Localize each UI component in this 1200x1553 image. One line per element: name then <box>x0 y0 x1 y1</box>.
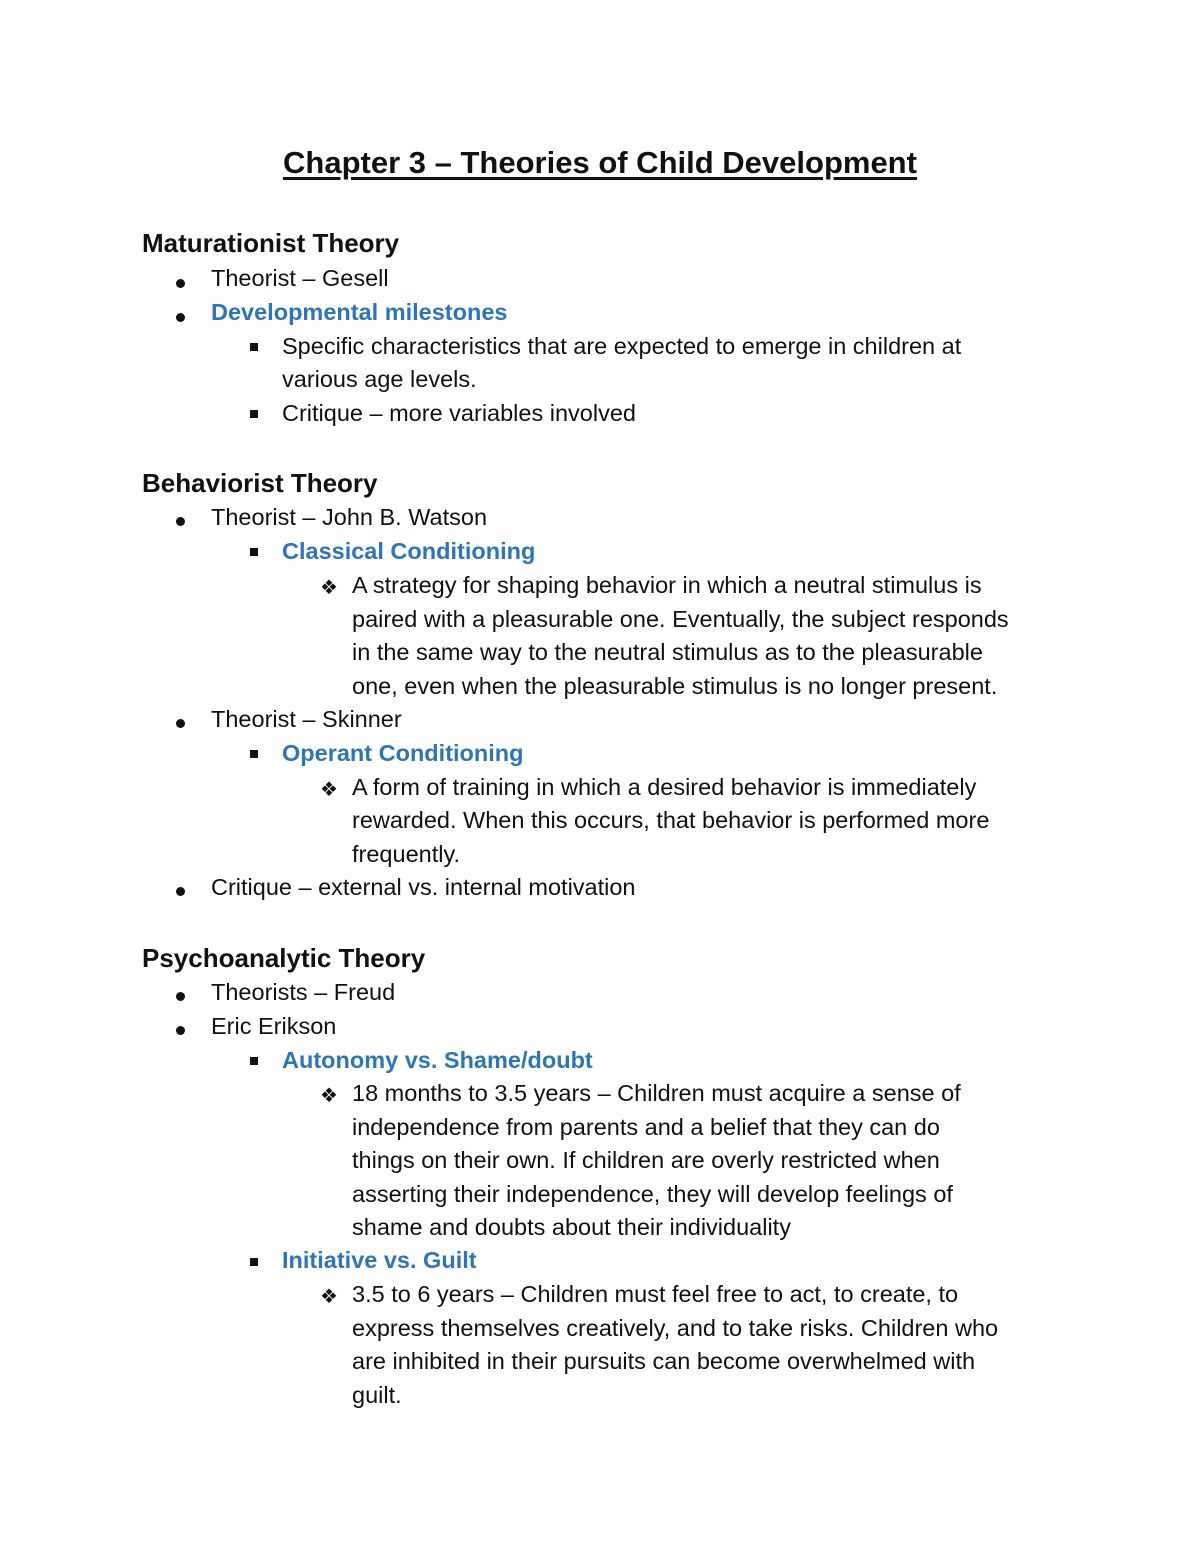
square-bullet-icon <box>250 1057 258 1065</box>
diamond-bullet-icon: ❖ <box>320 1085 338 1107</box>
definition-line: frequently. <box>352 841 460 867</box>
definition-line: 18 months to 3.5 years – Children must acquire a sense of <box>352 1080 961 1106</box>
definition-line: paired with a pleasurable one. Eventually, the subject responds <box>352 606 1009 632</box>
section-heading-psychoanalytic: Psychoanalytic Theory <box>142 943 426 973</box>
square-bullet-icon <box>250 343 258 351</box>
term-developmental-milestones: Developmental milestones <box>211 299 508 325</box>
diamond-bullet-icon: ❖ <box>320 577 338 599</box>
circle-bullet-icon <box>176 992 185 1001</box>
square-bullet-icon <box>250 1258 258 1266</box>
circle-bullet-icon <box>176 1026 185 1035</box>
term-classical-conditioning: Classical Conditioning <box>282 538 536 564</box>
definition-line: rewarded. When this occurs, that behavior is performed more <box>352 807 990 833</box>
definition-line: guilt. <box>352 1382 402 1408</box>
term-operant-conditioning: Operant Conditioning <box>282 740 524 766</box>
definition-line: are inhibited in their pursuits can become overwhelmed with <box>352 1348 976 1374</box>
section-heading-maturationist: Maturationist Theory <box>142 228 400 258</box>
square-bullet-icon <box>250 410 258 418</box>
list-item: Critique – more variables involved <box>282 400 636 426</box>
section-heading-behaviorist: Behaviorist Theory <box>142 468 378 498</box>
list-item: Theorists – Freud <box>211 979 396 1005</box>
list-item: Theorist – Skinner <box>211 706 402 732</box>
circle-bullet-icon <box>176 887 185 896</box>
definition-line: one, even when the pleasurable stimulus is no longer present. <box>352 673 998 699</box>
list-item: Theorist – Gesell <box>211 265 389 291</box>
definition-line: A form of training in which a desired behavior is immediately <box>352 774 977 800</box>
definition-line: various age levels. <box>282 366 477 392</box>
definition-line: in the same way to the neutral stimulus as to the pleasurable <box>352 639 983 665</box>
circle-bullet-icon <box>176 313 185 322</box>
term-autonomy-vs-shame: Autonomy vs. Shame/doubt <box>282 1047 593 1073</box>
term-initiative-vs-guilt: Initiative vs. Guilt <box>282 1247 477 1273</box>
diamond-bullet-icon: ❖ <box>320 779 338 801</box>
definition-line: shame and doubts about their individuality <box>352 1214 791 1240</box>
list-item: Critique – external vs. internal motivation <box>211 874 636 900</box>
page-title: Chapter 3 – Theories of Child Development <box>283 145 917 180</box>
definition-line: independence from parents and a belief that they can do <box>352 1114 940 1140</box>
list-item: Eric Erikson <box>211 1013 337 1039</box>
circle-bullet-icon <box>176 517 185 526</box>
diamond-bullet-icon: ❖ <box>320 1286 338 1308</box>
definition-line: A strategy for shaping behavior in which a neutral stimulus is <box>352 572 982 598</box>
definition-line: things on their own. If children are overly restricted when <box>352 1147 940 1173</box>
circle-bullet-icon <box>176 279 185 288</box>
list-item: Theorist – John B. Watson <box>211 504 488 530</box>
definition-line: 3.5 to 6 years – Children must feel free to act, to create, to <box>352 1281 959 1307</box>
circle-bullet-icon <box>176 719 185 728</box>
definition-line: Specific characteristics that are expected to emerge in children at <box>282 333 962 359</box>
definition-line: asserting their independence, they will develop feelings of <box>352 1181 953 1207</box>
definition-line: express themselves creatively, and to take risks. Children who <box>352 1315 999 1341</box>
square-bullet-icon <box>250 750 258 758</box>
square-bullet-icon <box>250 548 258 556</box>
